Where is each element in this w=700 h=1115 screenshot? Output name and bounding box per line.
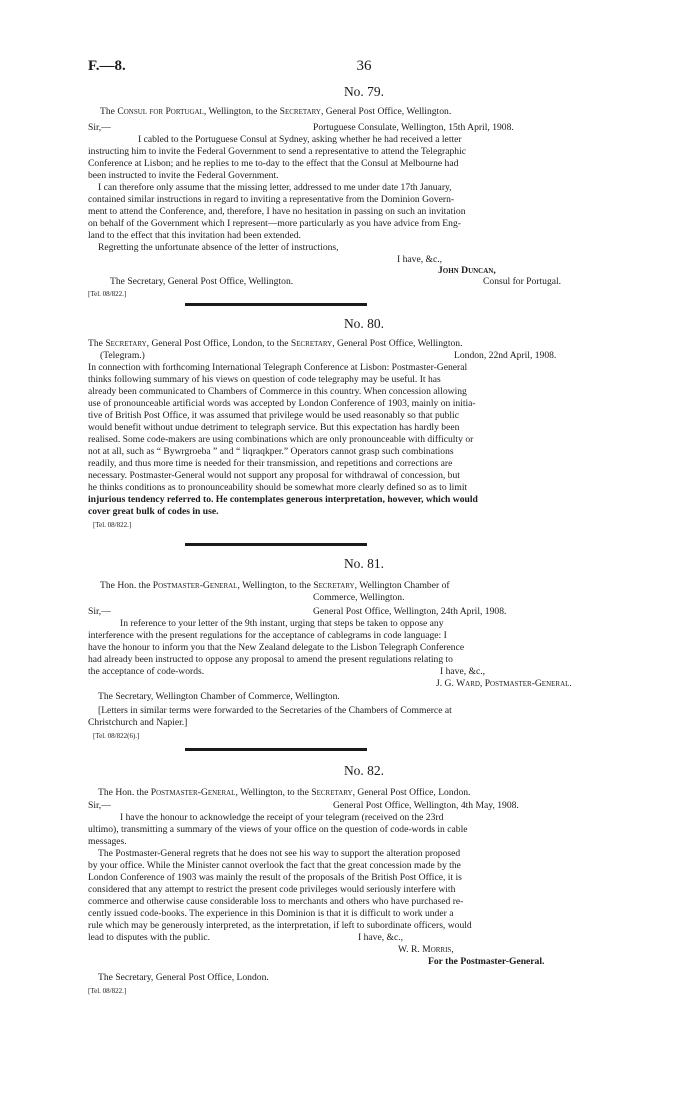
section-divider (185, 303, 367, 306)
signer: John Duncan, (438, 265, 496, 276)
body-line: land to the effect that this invitation had been extended. (88, 230, 301, 241)
body-line: instructing him to invite the Federal Government to send a representative to attend the Telegraphic (88, 146, 466, 157)
place-date: General Post Office, Wellington, 24th April, 1908. (313, 606, 507, 617)
body-line: I cabled to the Portuguese Consul at Sydney, asking whether he had received a letter (138, 134, 462, 145)
body-line: readily, and thus more time is needed for their transmission, and repetitions and corrections are (88, 458, 453, 469)
section-no82 (88, 765, 640, 1015)
body-line: cently issued code-books. The experience in this Dominion is that it is difficult to work under a (88, 908, 454, 919)
body-line: London Conference of 1903 was mainly the result of the proposals of the British Post Office, it is (88, 872, 462, 883)
body-line: lead to disputes with the public. (88, 932, 211, 943)
signer-title: For the Postmaster-General. (428, 956, 545, 967)
body-line: interference with the present regulations for the acceptance of cablegrams in code language: I (88, 630, 447, 641)
body-line: not at all, such as “ Bywrgroeba ” and “ liqraqkper.” Operators cannot grasp such combinations (88, 446, 454, 457)
section-heading: The Secretary, General Post Office, London, to the Secretary, General Post Office, Wellington. (88, 338, 463, 349)
body-line: considered that any attempt to restrict the present code privileges would seriously interfere with (88, 884, 456, 895)
note-line: Christchurch and Napier.] (88, 717, 188, 728)
reference: [Tel. 08/822(6).] (93, 732, 140, 740)
section-heading: The Hon. the Postmaster-General, Wellington, to the Secretary, General Post Office, London. (98, 787, 471, 798)
body-line: already been communicated to Chambers of Commerce in this country. When concession allowing (88, 386, 467, 397)
place-date: Portuguese Consulate, Wellington, 15th April, 1908. (313, 122, 514, 133)
signer-title: Consul for Portugal. (483, 276, 562, 287)
telegram-label: (Telegram.) (100, 350, 145, 361)
body-line: Conference at Lisbon; and he replies to me to-day to the effect that the Consul at Melbourne had (88, 158, 459, 169)
page-number: 36 (356, 58, 372, 74)
body-line: he thinks conditions as to pronounceability should be somewhat more clearly defined so as to limit (88, 482, 468, 493)
section-no80 (88, 318, 640, 543)
body-line: In reference to your letter of the 9th instant, urging that steps be taken to oppose any (120, 618, 444, 629)
reference: [Tel. 08/822.] (93, 521, 132, 529)
body-line: The Postmaster-General regrets that he does not see his way to support the alteration proposed (98, 848, 461, 859)
body-line: contained similar instructions in regard to inviting a representative from the Dominion Govern- (88, 194, 455, 205)
note-line: [Letters in similar terms were forwarded to the Secretaries of the Chambers of Commerce at (98, 705, 452, 716)
body-line: messages. (88, 836, 127, 847)
place-date: London, 22nd April, 1908. (454, 350, 557, 361)
closing: I have, &c., (397, 254, 443, 265)
document-code: F.—8. (88, 58, 126, 74)
body-line: would benefit without undue detriment to telegraph service. But this expectation has hardly been (88, 422, 460, 433)
body-line: rule which may be generously interpreted, as the interpretation, if left to subordinate officers, would (88, 920, 472, 931)
body-line: had already been instructed to oppose any proposal to amend the present regulations relating to (88, 654, 453, 665)
body-line: necessary. Postmaster-General would not support any proposal for withdrawal of concession, but (88, 470, 460, 481)
body-line: have the honour to inform you that the New Zealand delegate to the Lisbon Telegraph Conference (88, 642, 465, 653)
body-line: been instructed to invite the Federal Government. (88, 170, 279, 181)
body-line: Regretting the unfortunate absence of the letter of instructions, (98, 242, 339, 253)
section-title: No. 79. (343, 84, 385, 99)
section-divider (185, 543, 367, 546)
closing: I have, &c., (440, 666, 486, 677)
addressee: The Secretary, General Post Office, Wellington. (110, 276, 294, 287)
page-header (88, 58, 640, 78)
body-line: injurious tendency referred to. He contemplates generous interpretation, however, which would (88, 494, 478, 505)
body-line: realised. Some code-makers are using combinations which are only pronounceable with difficulty or (88, 434, 474, 445)
salutation: Sir,— (88, 800, 111, 811)
body-line: ultimo), transmitting a summary of the views of your office on the question of code-words in cable (88, 824, 468, 835)
body-line: I have the honour to acknowledge the receipt of your telegram (received on the 23rd (120, 812, 444, 823)
addressee: The Secretary, Wellington Chamber of Commerce, Wellington. (98, 691, 340, 702)
body-line: the acceptance of code-words. (88, 666, 205, 677)
section-heading-line2: Commerce, Wellington. (313, 592, 405, 603)
body-line: commerce and otherwise cause considerable loss to merchants and others who have purchased re- (88, 896, 464, 907)
reference: [Tel. 08/822.] (88, 290, 127, 298)
section-title: No. 80. (343, 316, 385, 331)
salutation: Sir,— (88, 606, 111, 617)
section-heading: The Consul for Portugal, Wellington, to the Secretary, General Post Office, Wellington. (100, 106, 452, 117)
body-line: ment to attend the Conference, and, therefore, I have no hesitation in passing on such an invitation (88, 206, 466, 217)
body-line: I can therefore only assume that the missing letter, addressed to me under date 17th January, (98, 182, 452, 193)
signer: J. G. Ward, Postmaster-General. (436, 678, 572, 689)
body-line: tive of British Post Office, it was assumed that privilege would be used reasonably so that public (88, 410, 459, 421)
body-line: In connection with forthcoming International Telegraph Conference at Lisbon: Postmaster-General (88, 362, 468, 373)
body-line: by your office. While the Minister cannot overlook the fact that the great concession made by the (88, 860, 461, 871)
section-no79 (88, 86, 640, 301)
section-heading: The Hon. the Postmaster-General, Wellington, to the Secretary, Wellington Chamber of (100, 580, 450, 591)
body-line: use of pronounceable artificial words was accepted by London Conference of 1903, mainly on initia- (88, 398, 476, 409)
section-no81 (88, 556, 640, 740)
body-line: thinks following summary of his views on question of code telegraphy may be useful. It has (88, 374, 441, 385)
body-line: cover great bulk of codes in use. (88, 506, 219, 517)
section-title: No. 81. (343, 556, 385, 571)
place-date: General Post Office, Wellington, 4th May, 1908. (333, 800, 519, 811)
signer: W. R. Morris, (398, 944, 454, 955)
salutation: Sir,— (88, 122, 111, 133)
reference: [Tel. 08/822.] (88, 987, 127, 995)
closing: I have, &c., (358, 932, 404, 943)
body-line: on behalf of the Government which I represent—more particularly as you have advice from Eng- (88, 218, 461, 229)
section-title: No. 82. (343, 763, 385, 778)
section-divider (185, 748, 367, 751)
addressee: The Secretary, General Post Office, London. (98, 972, 269, 983)
